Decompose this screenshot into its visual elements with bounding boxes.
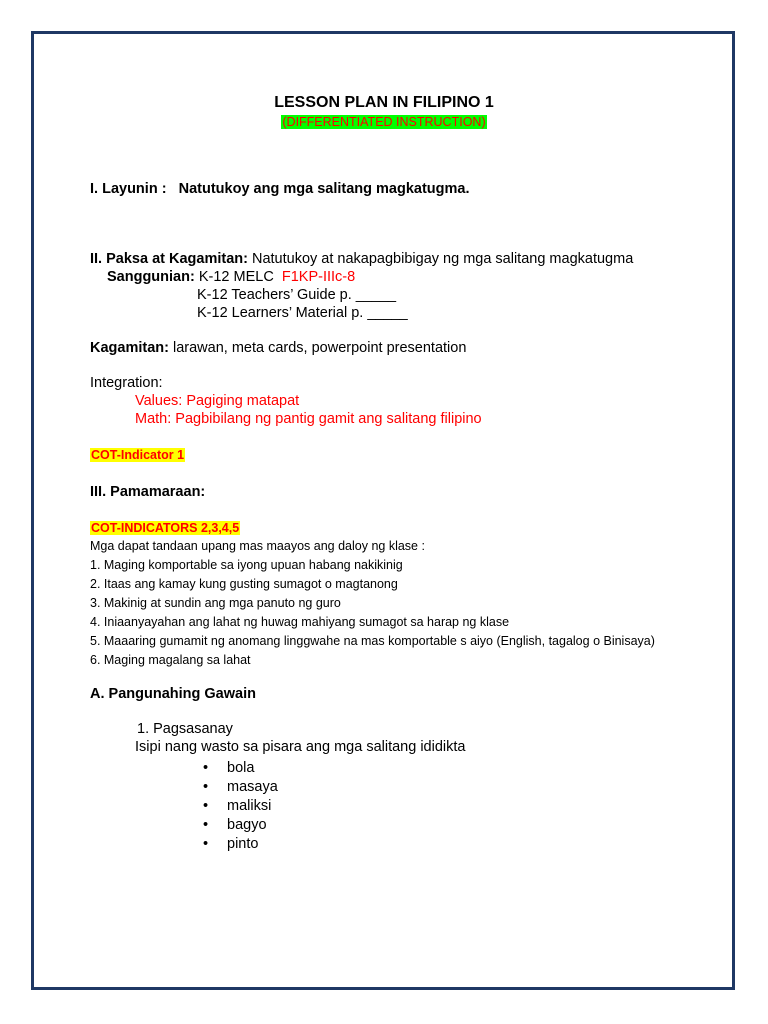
integration-math: Math: Pagbibilang ng pantig gamit ang salitang filipino bbox=[135, 411, 482, 427]
word: maliksi bbox=[227, 798, 272, 814]
kagamitan-label: Kagamitan: bbox=[90, 340, 169, 356]
document-subtitle: (DIFFERENTIATED INSTRUCTION) bbox=[282, 115, 486, 129]
bullet-icon: • bbox=[203, 817, 209, 833]
list-item bbox=[203, 835, 278, 854]
melc-code: F1KP-IIIc-8 bbox=[281, 269, 356, 285]
word: masaya bbox=[227, 779, 278, 795]
sanggunian-melc: K-12 MELC bbox=[198, 269, 274, 285]
list-item: 3. Makinig at sundin ang mga panuto ng guro bbox=[90, 596, 341, 610]
pagsasanay-instruction: Isipi nang wasto sa pisara ang mga salitang ididikta bbox=[135, 739, 466, 755]
list-item bbox=[203, 778, 278, 797]
document-title: LESSON PLAN IN FILIPINO 1 bbox=[274, 94, 494, 111]
reminders-intro: Mga dapat tandaan upang mas maayos ang daloy ng klase : bbox=[90, 539, 425, 553]
pagsasanay-label: 1. Pagsasanay bbox=[137, 721, 233, 737]
layunin-label: I. Layunin : bbox=[90, 181, 167, 197]
paksa-section bbox=[90, 251, 633, 267]
paksa-label: II. Paksa at Kagamitan: bbox=[90, 251, 248, 267]
cot-indicators-2-5: COT-INDICATORS 2,3,4,5 bbox=[91, 521, 240, 535]
cot-indicator-1-wrap bbox=[90, 446, 185, 464]
list-item bbox=[203, 759, 278, 778]
sanggunian-label: Sanggunian: bbox=[107, 269, 195, 285]
cot-indicators-2-wrap bbox=[90, 519, 240, 537]
kagamitan-text: larawan, meta cards, powerpoint presentation bbox=[173, 340, 467, 356]
layunin-section bbox=[90, 181, 470, 197]
kagamitan-section bbox=[90, 340, 466, 356]
word-list bbox=[203, 759, 278, 854]
word: pinto bbox=[227, 836, 259, 852]
list-item: 2. Itaas ang kamay kung gusting sumagot o magtanong bbox=[90, 577, 398, 591]
list-item bbox=[203, 816, 278, 835]
bullet-icon: • bbox=[203, 760, 209, 776]
layunin-text: Natutukoy ang mga salitang magkatugma. bbox=[178, 181, 470, 197]
bullet-icon: • bbox=[203, 779, 209, 795]
sanggunian-teachers-guide: K-12 Teachers’ Guide p. _____ bbox=[197, 287, 397, 303]
page-border bbox=[31, 31, 735, 990]
pamamaraan-heading: III. Pamamaraan: bbox=[90, 484, 206, 500]
pangunahing-gawain-heading: A. Pangunahing Gawain bbox=[90, 686, 256, 702]
cot-indicator-1: COT-Indicator 1 bbox=[91, 448, 185, 462]
sanggunian-learners-material: K-12 Learners’ Material p. _____ bbox=[197, 305, 408, 321]
list-item: 6. Maging magalang sa lahat bbox=[90, 653, 251, 667]
sanggunian-line-1 bbox=[107, 269, 355, 285]
integration-values: Values: Pagiging matapat bbox=[135, 393, 300, 409]
word: bola bbox=[227, 760, 255, 776]
list-item: 1. Maging komportable sa iyong upuan habang nakikinig bbox=[90, 558, 403, 572]
list-item bbox=[203, 797, 278, 816]
paksa-text: Natutukoy at nakapagbibigay ng mga salitang magkatugma bbox=[251, 251, 634, 267]
subtitle-wrap bbox=[0, 113, 768, 131]
reminders-block bbox=[90, 537, 655, 670]
bullet-icon: • bbox=[203, 836, 209, 852]
list-item: 4. Iniaanyayahan ang lahat ng huwag mahiyang sumagot sa harap ng klase bbox=[90, 615, 510, 629]
integration-label: Integration: bbox=[90, 375, 163, 391]
list-item: 5. Maaaring gumamit ng anomang linggwahe na mas komportable s aiyo (English, tagalog o Binisaya) bbox=[90, 634, 655, 648]
word: bagyo bbox=[227, 817, 267, 833]
bullet-icon: • bbox=[203, 798, 209, 814]
